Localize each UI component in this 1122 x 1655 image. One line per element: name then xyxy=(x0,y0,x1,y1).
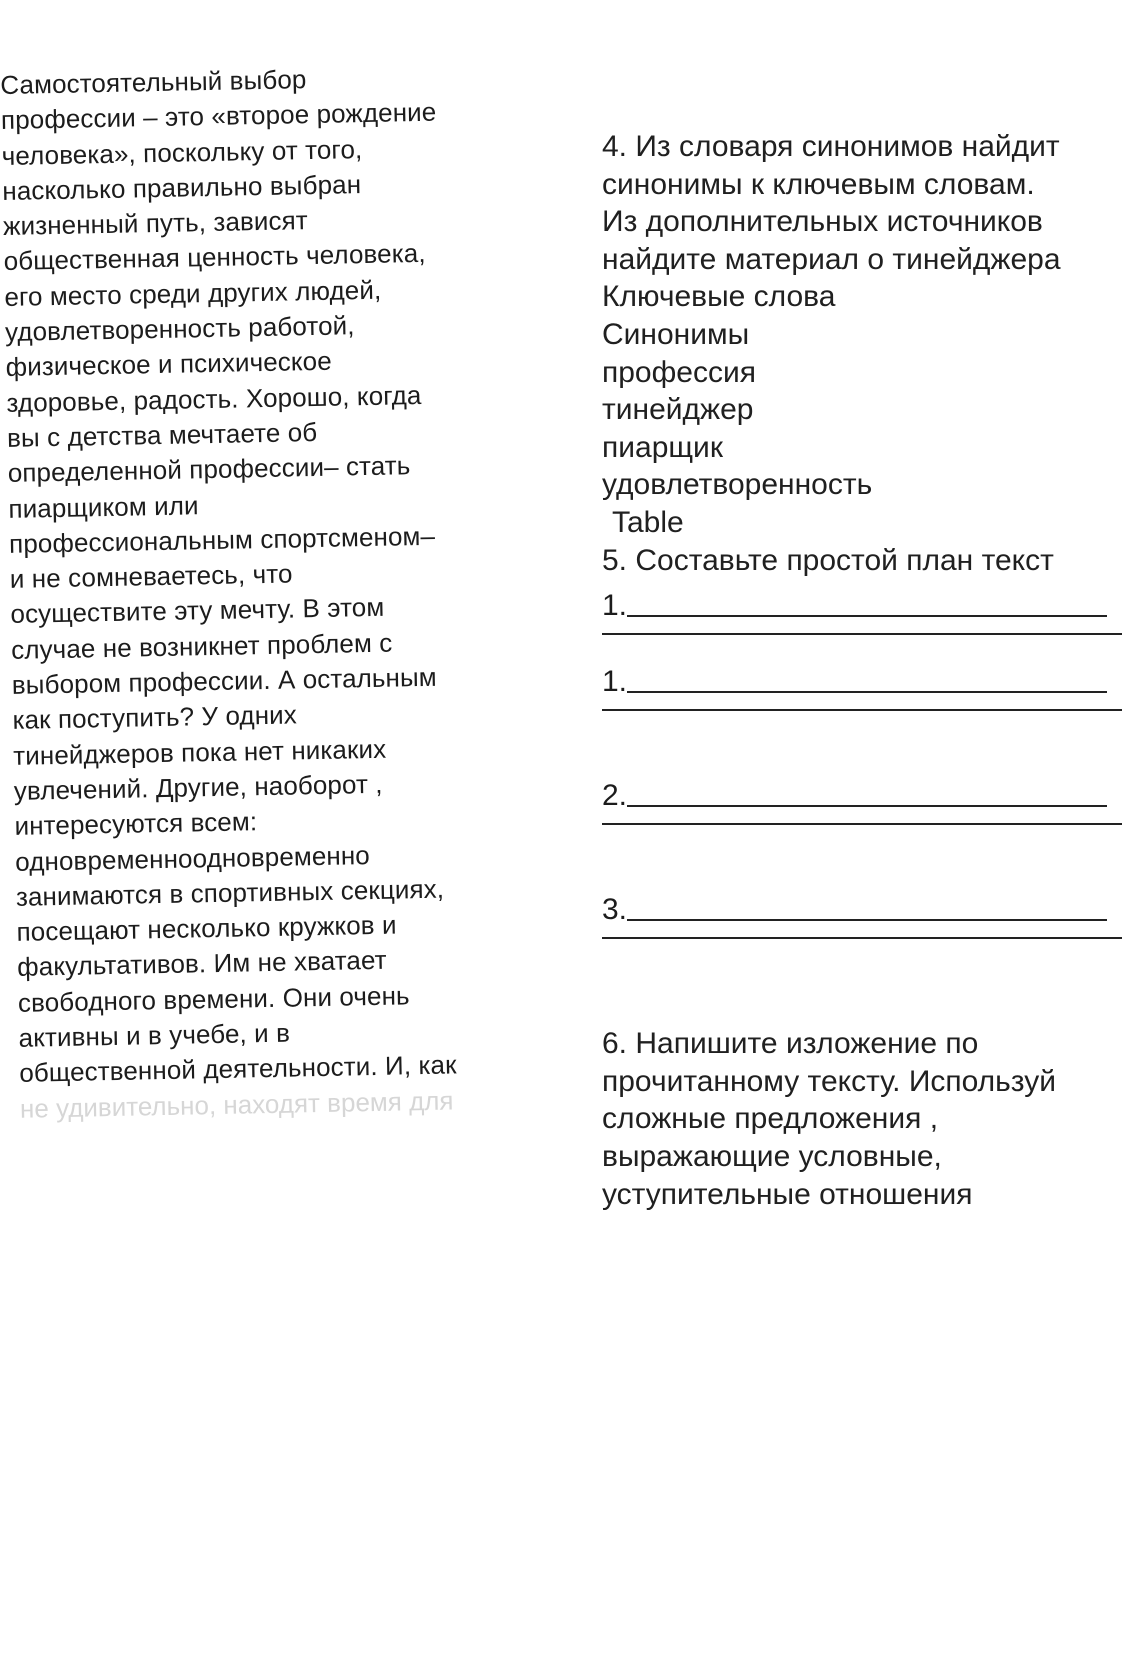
keywords-header: Ключевые слова xyxy=(602,280,836,314)
plan-item-number: 2. xyxy=(602,779,628,813)
passage-line: пиарщиком или xyxy=(8,489,199,524)
passage-line: интересуются всем: xyxy=(14,806,258,842)
synonyms-header: Синонимы xyxy=(602,317,750,351)
task-6-line: 6. Напишите изложение по xyxy=(602,1027,979,1061)
task-5-title: 5. Составьте простой план текст xyxy=(602,543,1054,577)
task-4 xyxy=(602,128,1100,542)
plan-list xyxy=(602,587,1100,967)
passage-line: здоровье, радость. Хорошо, когда xyxy=(6,379,422,418)
plan-item-number: 3. xyxy=(602,893,628,927)
plan-item xyxy=(602,777,1100,815)
spacer xyxy=(602,739,1100,777)
answer-line[interactable] xyxy=(627,805,1107,807)
plan-item-number: 1. xyxy=(602,665,628,699)
spacer xyxy=(602,853,1100,891)
passage-line: определенной профессии– стать xyxy=(7,450,411,489)
task-6-line: прочитанному тексту. Используй xyxy=(602,1064,1056,1098)
task-6-line: уступительные отношения xyxy=(602,1177,973,1211)
answer-line[interactable] xyxy=(627,691,1107,693)
passage-line: факультативов. Им не хватает xyxy=(16,945,387,983)
passage-line: профессии – это «второе рождение xyxy=(0,96,437,136)
passage-line: общественная ценность человека, xyxy=(3,238,426,277)
passage-line: профессиональным спортсменом– xyxy=(8,520,436,559)
passage-line: посещают несколько кружков и xyxy=(16,909,397,947)
passage-line: насколько правильно выбран xyxy=(2,168,362,206)
plan-item-number: 1. xyxy=(602,589,628,623)
passage-line: его место среди других людей, xyxy=(4,274,382,312)
task-4-line: 4. Из словаря синонимов найдит xyxy=(602,130,1060,163)
passage-line: физическое и психическое xyxy=(5,346,333,383)
task-6 xyxy=(602,1025,1100,1213)
plan-continuation xyxy=(602,815,1100,853)
passage-line: осуществите эту мечту. В этом xyxy=(10,592,385,630)
task-4-line: найдите материал о тинейджера xyxy=(602,242,1061,276)
passage-line: удовлетворенность работой, xyxy=(4,310,355,348)
passage-line: свободного времени. Они очень xyxy=(17,980,410,1018)
task-5 xyxy=(602,542,1100,968)
reading-passage xyxy=(0,58,560,1124)
plan-continuation xyxy=(602,701,1100,739)
passage-line: Самостоятельный выбор xyxy=(0,64,307,100)
passage-line: одновременноодновременно xyxy=(14,839,371,877)
answer-line[interactable] xyxy=(627,919,1107,921)
plan-continuation xyxy=(602,929,1100,967)
tasks-column xyxy=(602,128,1100,1213)
passage-line: вы с детства мечтаете об xyxy=(6,416,318,453)
passage-line: и не сомневаетесь, что xyxy=(9,558,293,595)
plan-item xyxy=(602,587,1100,625)
task-6-line: сложные предложения , xyxy=(602,1102,939,1136)
plan-item xyxy=(602,891,1100,929)
table-label: Table xyxy=(612,505,684,539)
task-4-line: Из дополнительных источников xyxy=(602,205,1043,239)
passage-line: тинейджеров пока нет никаких xyxy=(12,733,387,771)
passage-cut-line: не удивительно, находят время для xyxy=(19,1085,454,1124)
answer-line[interactable] xyxy=(602,823,1122,825)
keyword-item: профессия xyxy=(602,355,756,389)
task-6-line: выражающие условные, xyxy=(602,1139,942,1173)
answer-line[interactable] xyxy=(602,709,1122,711)
passage-line: человека», поскольку от того, xyxy=(1,133,363,171)
passage-line: случае не возникнет проблем с xyxy=(10,627,393,665)
plan-continuation xyxy=(602,625,1100,663)
answer-line[interactable] xyxy=(602,633,1122,635)
answer-line[interactable] xyxy=(602,937,1122,939)
passage-line: общественной деятельности. И, как xyxy=(19,1049,457,1089)
keyword-item: пиарщик xyxy=(602,430,723,464)
passage-line: активны и в учебе, и в xyxy=(18,1017,291,1053)
plan-item xyxy=(602,663,1100,701)
passage-line: увлечений. Другие, наоборот , xyxy=(13,768,383,806)
passage-line: выбором профессии. А остальным xyxy=(11,661,438,700)
answer-line[interactable] xyxy=(627,615,1107,617)
passage-line: занимаются в спортивных секциях, xyxy=(15,873,445,912)
task-4-line: синонимы к ключевым словам. xyxy=(602,167,1035,201)
passage-line: как поступить? У одних xyxy=(12,699,298,736)
keyword-item: тинейджер xyxy=(602,393,754,427)
passage-line: жизненный путь, зависят xyxy=(2,205,309,242)
keyword-item: удовлетворенность xyxy=(602,468,873,502)
